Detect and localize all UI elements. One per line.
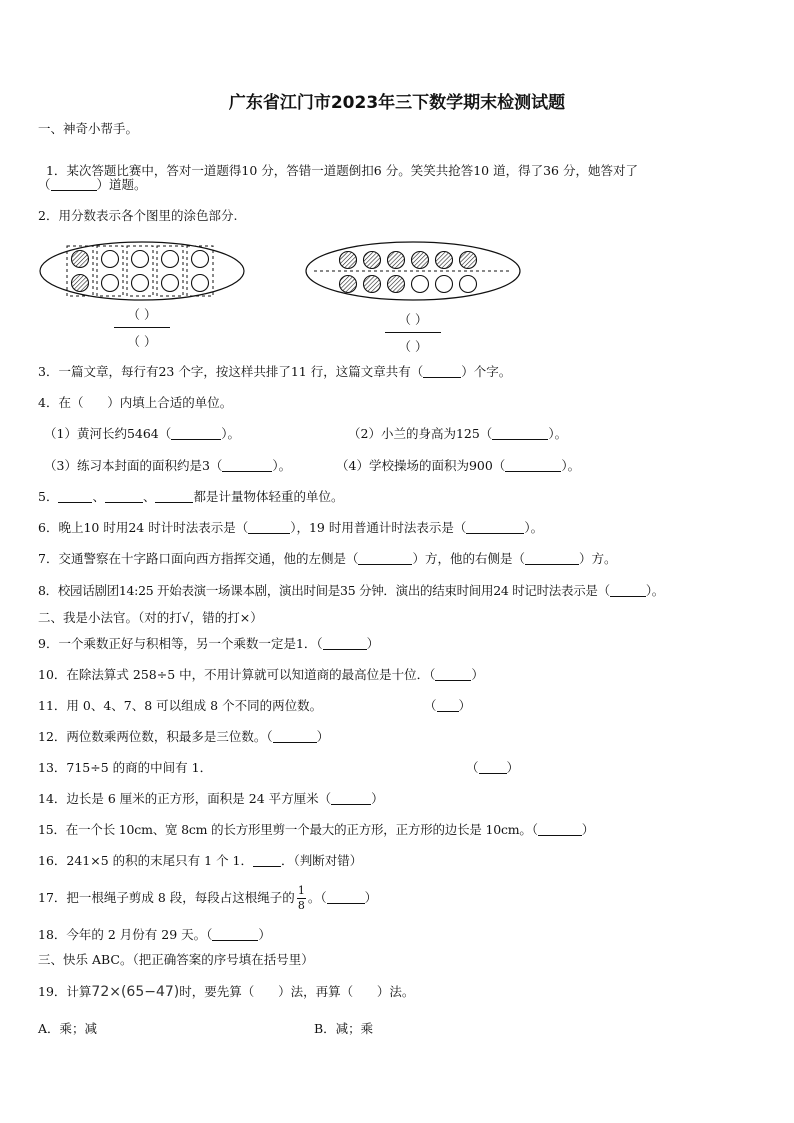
circle-shape — [340, 276, 357, 293]
answer-blank[interactable] — [273, 730, 317, 743]
circle-shape — [412, 252, 429, 269]
question-12: 12．两位数乘两位数，积最多是三位数。（ ） — [38, 729, 330, 744]
circle-shape — [412, 276, 429, 293]
circle-shape — [102, 275, 119, 292]
circle-shape — [132, 275, 149, 292]
circle-shape — [192, 251, 209, 268]
answer-blank[interactable] — [212, 928, 258, 941]
numerator-blank[interactable]: （ ） — [398, 312, 428, 327]
figure-right-circles — [304, 240, 522, 302]
question-16: 16．241×5 的积的末尾只有 1 个 1． ．（判断对错） — [38, 853, 363, 868]
question-13-answer: （ ） — [466, 760, 520, 775]
answer-blank[interactable] — [610, 584, 646, 597]
answer-blank[interactable] — [51, 178, 97, 191]
circle-shape — [364, 252, 381, 269]
question-18: 18．今年的 2 月份有 29 天。（ ） — [38, 927, 271, 942]
answer-blank[interactable] — [538, 823, 582, 836]
answer-blank[interactable] — [435, 668, 471, 681]
circle-shape — [162, 275, 179, 292]
answer-blank[interactable] — [358, 552, 412, 565]
page-title: 广东省江门市2023年三下数学期末检测试题 — [228, 93, 566, 113]
circle-shape — [162, 251, 179, 268]
question-4: 4．在（ ）内填上合适的单位。 — [38, 395, 233, 410]
answer-blank[interactable] — [525, 552, 579, 565]
circle-shape — [72, 251, 89, 268]
circle-shape — [192, 275, 209, 292]
answer-blank[interactable] — [437, 699, 459, 712]
option-b[interactable]: B．减；乘 — [314, 1021, 374, 1036]
question-6: 6．晚上10 时用24 时计时法表示是（ ），19 时用普通计时法表示是（ ）。 — [38, 520, 544, 535]
circle-shape — [436, 276, 453, 293]
answer-blank[interactable] — [479, 761, 507, 774]
answer-blank[interactable] — [253, 854, 281, 867]
fraction-one-eighth: $\frac{1}{8}$ — [297, 884, 305, 912]
answer-blank[interactable] — [155, 490, 193, 503]
answer-blank[interactable] — [505, 459, 561, 472]
denominator-blank[interactable]: （ ） — [127, 334, 157, 349]
math-expression: 72×(65−47) — [91, 984, 180, 1000]
circle-shape — [132, 251, 149, 268]
answer-blank[interactable] — [58, 490, 92, 503]
circle-shape — [102, 251, 119, 268]
question-5: 5． 、 、 都是计量物体轻重的单位。 — [38, 489, 344, 504]
question-13: 13．715÷5 的商的中间有 1． — [38, 760, 213, 775]
question-11: 11．用 0、4、7、8 可以组成 8 个不同的两位数。 — [38, 698, 323, 713]
denominator-blank[interactable]: （ ） — [398, 339, 428, 354]
question-15: 15．在一个长 10cm、宽 8cm 的长方形里剪一个最大的正方形，正方形的边长是 10cm。（ ） — [38, 822, 595, 837]
answer-blank[interactable] — [248, 521, 290, 534]
fraction-answer-right — [385, 310, 441, 355]
question-4-3: （3）练习本封面的面积约是3（ ）。 — [44, 458, 292, 473]
section-3-heading: 三、快乐 ABC。（把正确答案的序号填在括号里） — [38, 952, 314, 967]
option-a[interactable]: A．乘；减 — [38, 1021, 98, 1036]
circle-shape — [460, 276, 477, 293]
question-17: 17．把一根绳子剪成 8 段，每段占这根绳子的 $\frac{1}{8}$ 。（ ） — [38, 884, 378, 912]
circle-shape — [72, 275, 89, 292]
circle-shape — [388, 276, 405, 293]
question-1-answer-line: （ ）道题。 — [38, 177, 147, 192]
answer-blank[interactable] — [331, 792, 371, 805]
answer-blank[interactable] — [105, 490, 143, 503]
question-1 — [38, 147, 638, 179]
question-14: 14．边长是 6 厘米的正方形，面积是 24 平方厘米（ ） — [38, 791, 384, 806]
question-9: 9．一个乘数正好与积相等，另一个乘数一定是1．（ ） — [38, 636, 380, 651]
question-11-answer: （ ） — [424, 698, 472, 713]
question-7: 7．交通警察在十字路口面向西方指挥交通，他的左侧是（ ）方，他的右侧是（ ）方。 — [38, 551, 617, 566]
answer-blank[interactable] — [423, 365, 461, 378]
fraction-answer-left — [114, 305, 170, 350]
question-4-1: （1）黄河长约5464（ ）。 — [44, 426, 241, 441]
question-8: 8．校园话剧团14:25 开始表演一场课本剧，演出时间是35 分钟．演出的结束时间用24 时记时法表示是（ ）。 — [38, 583, 664, 598]
section-2-heading: 二、我是小法官。（对的打√，错的打×） — [38, 610, 263, 625]
circle-shape — [340, 252, 357, 269]
answer-blank[interactable] — [327, 891, 365, 904]
question-1-text: 1．某次答题比赛中，答对一道题得10 分，答错一道题倒扣6 分。笑笑共抢答10 道，得了36 分，她答对了 — [45, 163, 638, 178]
answer-blank[interactable] — [171, 427, 221, 440]
section-1-heading: 一、神奇小帮手。 — [38, 121, 139, 136]
question-19: 19．计算72×(65−47)时，要先算（ ）法，再算（ ）法。 — [38, 984, 415, 1000]
question-3: 3．一篇文章，每行有23 个字，按这样共排了11 行，这篇文章共有（ ）个字。 — [38, 364, 512, 379]
answer-blank[interactable] — [492, 427, 548, 440]
question-4-2: （2）小兰的身高为125（ ）。 — [348, 426, 568, 441]
question-4-4: （4）学校操场的面积为900（ ）。 — [336, 458, 581, 473]
answer-blank[interactable] — [222, 459, 272, 472]
circle-shape — [436, 252, 453, 269]
answer-blank[interactable] — [323, 637, 367, 650]
numerator-blank[interactable]: （ ） — [127, 307, 157, 322]
circle-shape — [460, 252, 477, 269]
circle-shape — [388, 252, 405, 269]
answer-blank[interactable] — [466, 521, 524, 534]
question-2: 2．用分数表示各个图里的涂色部分. — [38, 208, 238, 223]
circle-shape — [364, 276, 381, 293]
figure-left-circles — [38, 240, 250, 302]
question-10: 10．在除法算式 258÷5 中，不用计算就可以知道商的最高位是十位．（ ） — [38, 667, 484, 682]
